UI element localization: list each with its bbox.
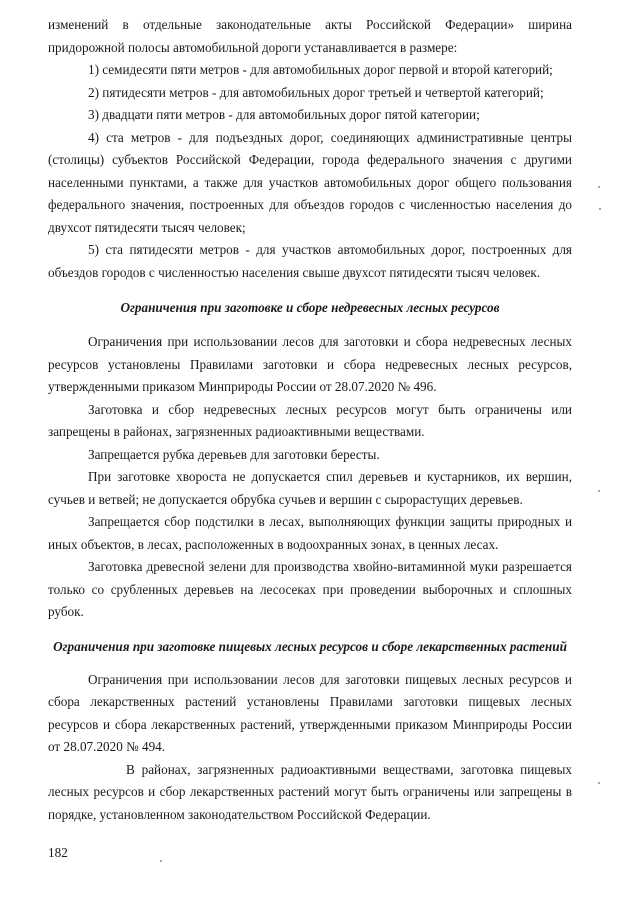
section1-paragraph-2: Заготовка и сбор недревесных лесных ресурсов могут быть ограничены или запрещены в районах, загрязненных радиоактивными веществами. [48,401,572,439]
scan-speck [598,186,600,188]
section1-paragraph-4: При заготовке хвороста не допускается спил деревьев и кустарников, их вершин, сучьев и ветвей; не допускается обрубка сучьев и вершин с сырорастущих деревьев. [48,469,572,507]
section1-paragraph-3: Запрещается рубка деревьев для заготовки бересты. [88,446,380,462]
scan-speck [598,490,600,492]
list-item-4: 4) ста метров - для подъездных дорог, соединяющих административные центры (столицы) субъектов Российской Федерации, города федерального значения с другими населенными пунктами, а также для участков автомобильных дорог общего пользования федерального значения, построенных для объездов городов с численностью населения до двухсот пятидесяти тысяч человек; [48,129,572,235]
section2-paragraph-2: В районах, загрязненных радиоактивными веществами, заготовка пищевых лесных ресурсов и сбор лекарственных растений могут быть ограничены или запрещены в порядке, установленном законодательством Российской Федерации. [48,761,572,822]
list-item-5: 5) ста пятидесяти метров - для участков автомобильных дорог, построенных для объездов городов с численностью населения свыше двухсот пятидесяти тысяч человек. [48,242,572,280]
section1-paragraph-6: Заготовка древесной зелени для производства хвойно-витаминной муки разрешается только со срубленных деревьев на лесосеках при проведении выборочных и сплошных рубок. [48,559,572,619]
section1-paragraph-1: Ограничения при использовании лесов для заготовки и сбора недревесных лесных ресурсов установлены Правилами заготовки и сбора недревесных лесных ресурсов, утвержденными приказом Минприроды России от 28.07.2020 № 496. [48,334,572,394]
section1-paragraph-5: Запрещается сбор подстилки в лесах, выполняющих функции защиты природных и иных объектов, в лесах, расположенных в водоохранных зонах, в ценных лесах. [48,514,572,552]
scan-speck [599,208,601,210]
list-item-1: 1) семидесяти пяти метров - для автомобильных дорог первой и второй категорий; [88,62,553,77]
list-item-2: 2) пятидесяти метров - для автомобильных дорог третьей и четвертой категорий; [88,84,544,100]
page-number: 182 [48,845,68,860]
section-heading-food-resources: Ограничения при заготовке пищевых лесных ресурсов и сборе лекарственных растений [53,638,567,654]
list-item-3: 3) двадцати пяти метров - для автомобильных дорог пятой категории; [88,107,480,122]
continuation-paragraph: изменений в отдельные законодательные акты Российской Федерации» ширина придорожной полосы автомобильной дороги устанавливается в размере: [48,17,572,55]
section2-paragraph-1: Ограничения при использовании лесов для заготовки пищевых лесных ресурсов и сбора лекарственных растений установлены Правилами заготовки пищевых лесных ресурсов и сбора лекарственных растений, утвержденными приказом Минприроды России от 28.07.2020 № 494. [48,671,572,754]
section-heading-non-wood-resources: Ограничения при заготовке и сборе недревесных лесных ресурсов [120,300,500,315]
scan-speck [160,860,162,862]
scan-speck [598,782,600,784]
